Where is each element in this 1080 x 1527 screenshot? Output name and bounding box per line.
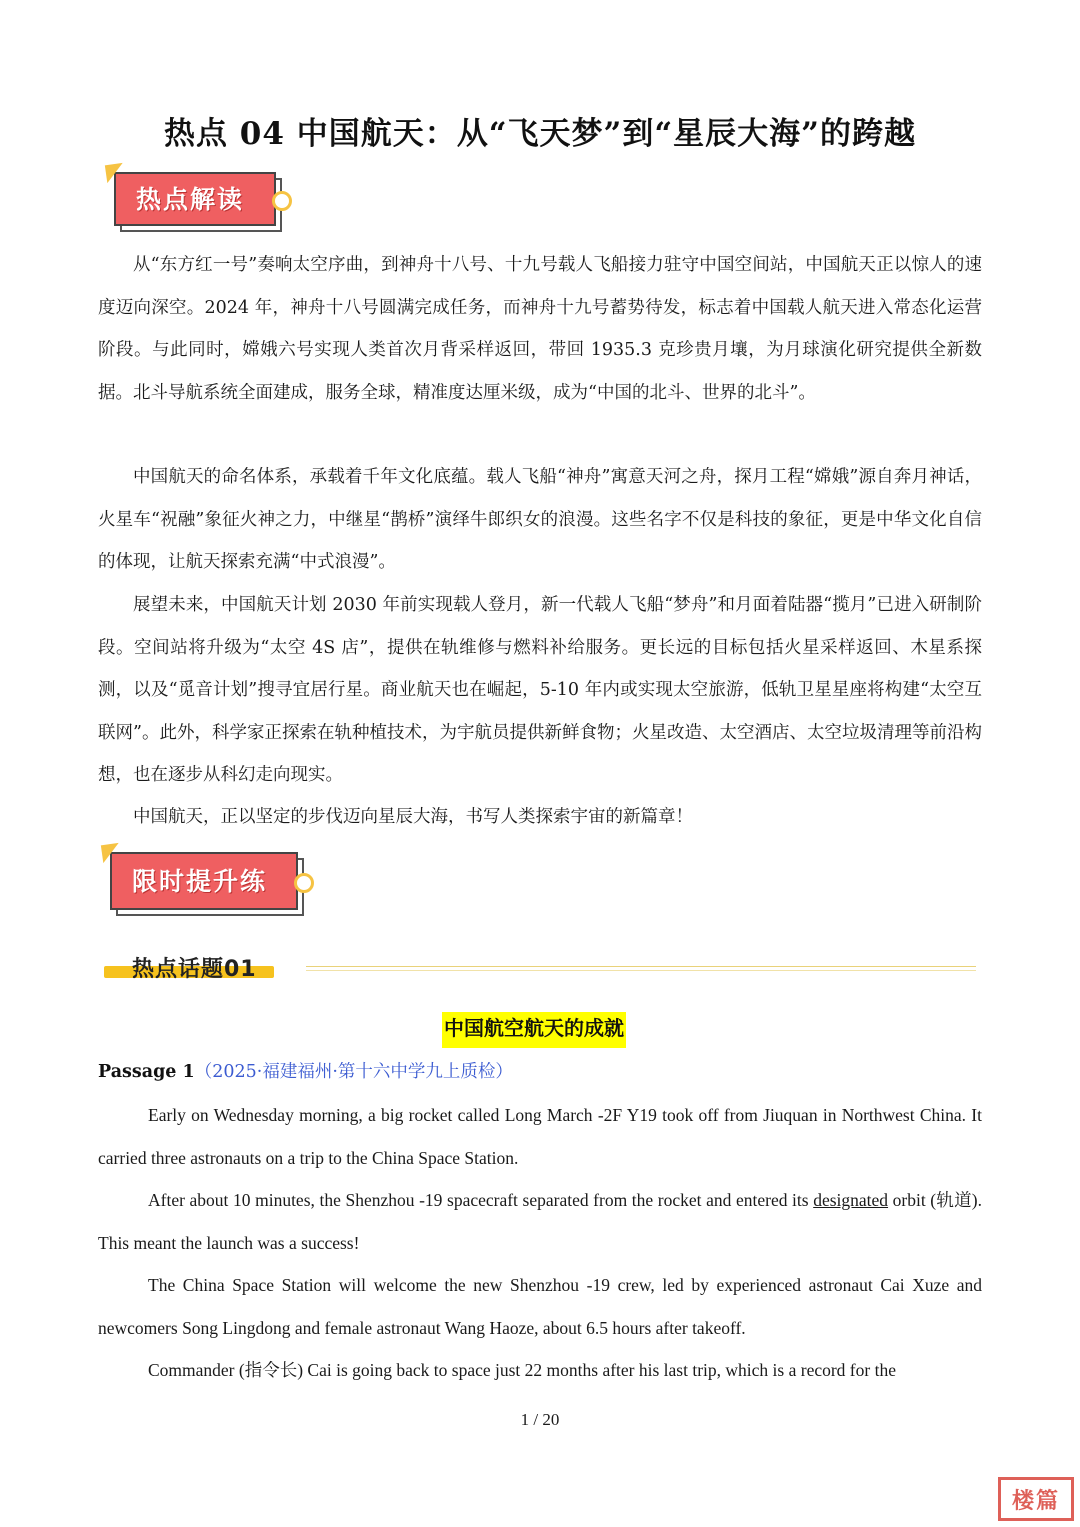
- passage-text: orbit (轨道). This meant the launch was a success!: [98, 1190, 982, 1253]
- underlined-word: designated: [813, 1190, 889, 1210]
- reading-paragraph-2: 中国航天的命名体系，承载着千年文化底蕴。载人飞船“神舟”寓意天河之舟，探月工程“嫦娥”源自奔月神话，火星车“祝融”象征火神之力，中继星“鹊桥”演绎牛郎织女的浪漫。这些名字不仅是科技的象征，更是中华文化自信的体现，让航天探索充满“中式浪漫”。: [98, 467, 982, 572]
- page-title: 热点 04 中国航天：从“飞天梦”到“星辰大海”的跨越: [163, 116, 917, 152]
- passage-paragraph-4: Commander (指令长) Cai is going back to space just 22 months after his last trip, which is a record for the: [148, 1360, 896, 1380]
- reading-paragraph-3: 展望未来，中国航天计划 2030 年前实现载人登月，新一代载人飞船“梦舟”和月面着陆器“揽月”已进入研制阶段。空间站将升级为“太空 4S 店”，提供在轨维修与燃料补给服务。更长远的目标包括火星采样返回、木星系探测，以及“觅音计划”搜寻宜居行星。商业航天也在崛起，5-10 年内或实现太空旅游，低轨卫星星座将构建“太空互联网”。此外，科学家正探索在轨种植技术，为宇航员提供新鲜食物；火星改造、太空酒店、太空垃圾清理等前沿构想，也在逐步从科幻走向现实。: [98, 595, 982, 785]
- badge-corner-icon: [105, 163, 125, 183]
- passage-text: After about 10 minutes, the Shenzhou -19 spacecraft separated from the rocket and entered its: [148, 1190, 814, 1210]
- practice-badge: [110, 852, 298, 910]
- badge-label: 限时提升练: [110, 852, 298, 910]
- passage-paragraph-2: [98, 1179, 982, 1264]
- passage-paragraph-3: The China Space Station will welcome the new Shenzhou -19 crew, led by experienced astronaut Cai Xuze and newcomers Song Lingdong and female astronaut Wang Haoze, about 6.5 hours after takeoff.: [98, 1275, 982, 1338]
- badge-ring-icon: [272, 191, 292, 211]
- badge-ring-icon: [294, 873, 314, 893]
- reading-paragraph-1: 从“东方红一号”奏响太空序曲，到神舟十八号、十九号载人飞船接力驻守中国空间站，中国航天正以惊人的速度迈向深空。2024 年，神舟十八号圆满完成任务，而神舟十九号蓄势待发，标志着中国载人航天进入常态化运营阶段。与此同时，嫦娥六号实现人类首次月背采样返回，带回 1935.3 克珍贵月壤，为月球演化研究提供全新数据。北斗导航系统全面建成，服务全球，精准度达厘米级，成为“中国的北斗、世界的北斗”。: [98, 255, 982, 403]
- hot-reading-badge: [114, 172, 276, 226]
- badge-corner-icon: [101, 843, 121, 863]
- reading-paragraph-4: 中国航天，正以坚定的步伐迈向星辰大海，书写人类探索宇宙的新篇章！: [133, 807, 693, 827]
- badge-label: 热点解读: [114, 172, 276, 226]
- passage-source: （2025·福建福州·第十六中学九上质检）: [194, 1062, 513, 1082]
- watermark-stamp: 楼篇: [998, 1477, 1074, 1521]
- topic-divider: [306, 970, 976, 971]
- passage-paragraph-1: Early on Wednesday morning, a big rocket called Long March -2F Y19 took off from Jiuquan in Northwest China. It carried three astronauts on a trip to the China Space Station.: [98, 1105, 982, 1168]
- section-heading: 中国航空航天的成就: [442, 1012, 626, 1048]
- page-number: 1 / 20: [520, 1410, 560, 1429]
- passage-number: Passage 1: [98, 1062, 195, 1082]
- passage-label: [98, 1058, 513, 1083]
- topic-divider: [306, 966, 976, 967]
- topic-tag-label: 热点话题01: [132, 957, 257, 982]
- topic-tag: [104, 952, 276, 982]
